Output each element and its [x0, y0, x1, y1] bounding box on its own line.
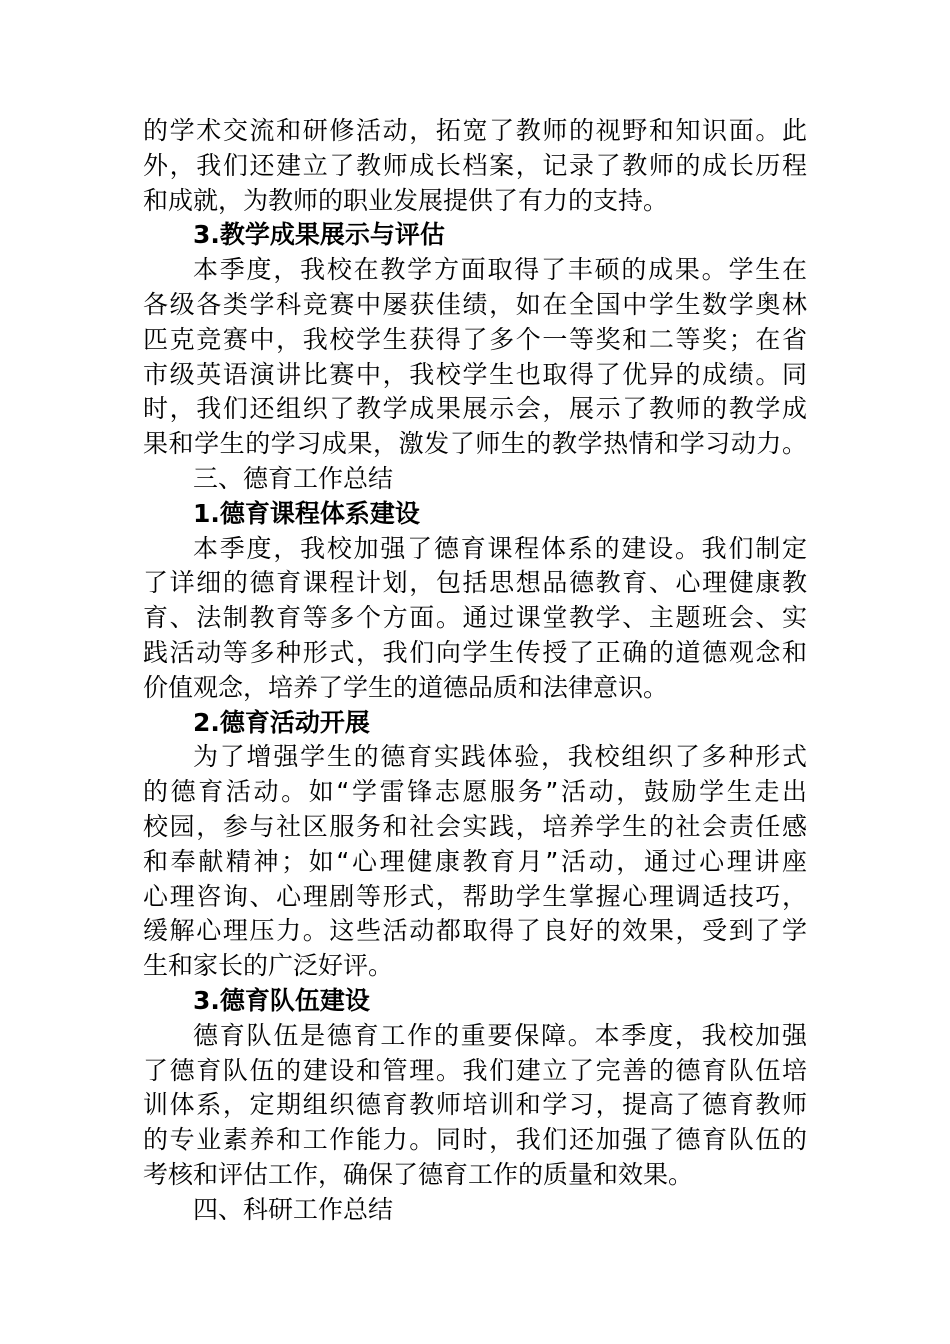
paragraph-line: 本季度，我校在教学方面取得了丰硕的成果。学生在 [193, 255, 807, 285]
paragraph-line: 育、法制教育等多个方面。通过课堂教学、主题班会、实 [143, 603, 807, 633]
paragraph-line: 了详细的德育课程计划，包括思想品德教育、心理健康教 [143, 568, 807, 598]
paragraph-line: 践活动等多种形式，我们向学生传授了正确的道德观念和 [143, 637, 807, 667]
paragraph-line: 匹克竞赛中，我校学生获得了多个一等奖和二等奖；在省 [143, 324, 807, 354]
paragraph-line: 为了增强学生的德育实践体验，我校组织了多种形式 [193, 742, 807, 772]
subsection-heading: 3.教学成果展示与评估 [193, 220, 445, 250]
paragraph-line: 德育队伍是德育工作的重要保障。本季度，我校加强 [193, 1020, 807, 1050]
section-heading: 四、科研工作总结 [193, 1194, 394, 1224]
subsection-heading: 2.德育活动开展 [193, 707, 370, 737]
paragraph-line: 考核和评估工作，确保了德育工作的质量和效果。 [143, 1159, 694, 1189]
paragraph-line: 的专业素养和工作能力。同时，我们还加强了德育队伍的 [143, 1125, 807, 1155]
paragraph-line: 各级各类学科竞赛中屡获佳绩，如在全国中学生数学奥林 [143, 289, 807, 319]
document-page [143, 114, 807, 1228]
paragraph-line: 本季度，我校加强了德育课程体系的建设。我们制定 [193, 533, 807, 563]
paragraph-line: 时，我们还组织了教学成果展示会，展示了教师的教学成 [143, 394, 807, 424]
paragraph-line: 训体系，定期组织德育教师培训和学习，提高了德育教师 [143, 1090, 807, 1120]
paragraph-line: 果和学生的学习成果，激发了师生的教学热情和学习动力。 [143, 429, 807, 459]
section-heading: 三、德育工作总结 [193, 463, 394, 493]
paragraph-line: 心理咨询、心理剧等形式，帮助学生掌握心理调适技巧， [143, 881, 807, 911]
paragraph-line: 生和家长的广泛好评。 [143, 951, 394, 981]
paragraph-line: 的德育活动。如“学雷锋志愿服务”活动，鼓励学生走出 [143, 777, 807, 807]
paragraph-line: 价值观念，培养了学生的道德品质和法律意识。 [143, 672, 669, 702]
paragraph-line: 缓解心理压力。这些活动都取得了良好的效果，受到了学 [143, 916, 807, 946]
paragraph-line: 市级英语演讲比赛中，我校学生也取得了优异的成绩。同 [143, 359, 807, 389]
subsection-heading: 1.德育课程体系建设 [193, 498, 420, 528]
paragraph-line: 校园，参与社区服务和社会实践，培养学生的社会责任感 [143, 811, 807, 841]
paragraph-line: 外，我们还建立了教师成长档案，记录了教师的成长历程 [143, 150, 807, 180]
subsection-heading: 3.德育队伍建设 [193, 985, 370, 1015]
paragraph-line: 和奉献精神；如“心理健康教育月”活动，通过心理讲座 [143, 846, 807, 876]
paragraph-line: 了德育队伍的建设和管理。我们建立了完善的德育队伍培 [143, 1055, 807, 1085]
paragraph-line: 的学术交流和研修活动，拓宽了教师的视野和知识面。此 [143, 116, 807, 145]
paragraph-line: 和成就，为教师的职业发展提供了有力的支持。 [143, 185, 669, 215]
